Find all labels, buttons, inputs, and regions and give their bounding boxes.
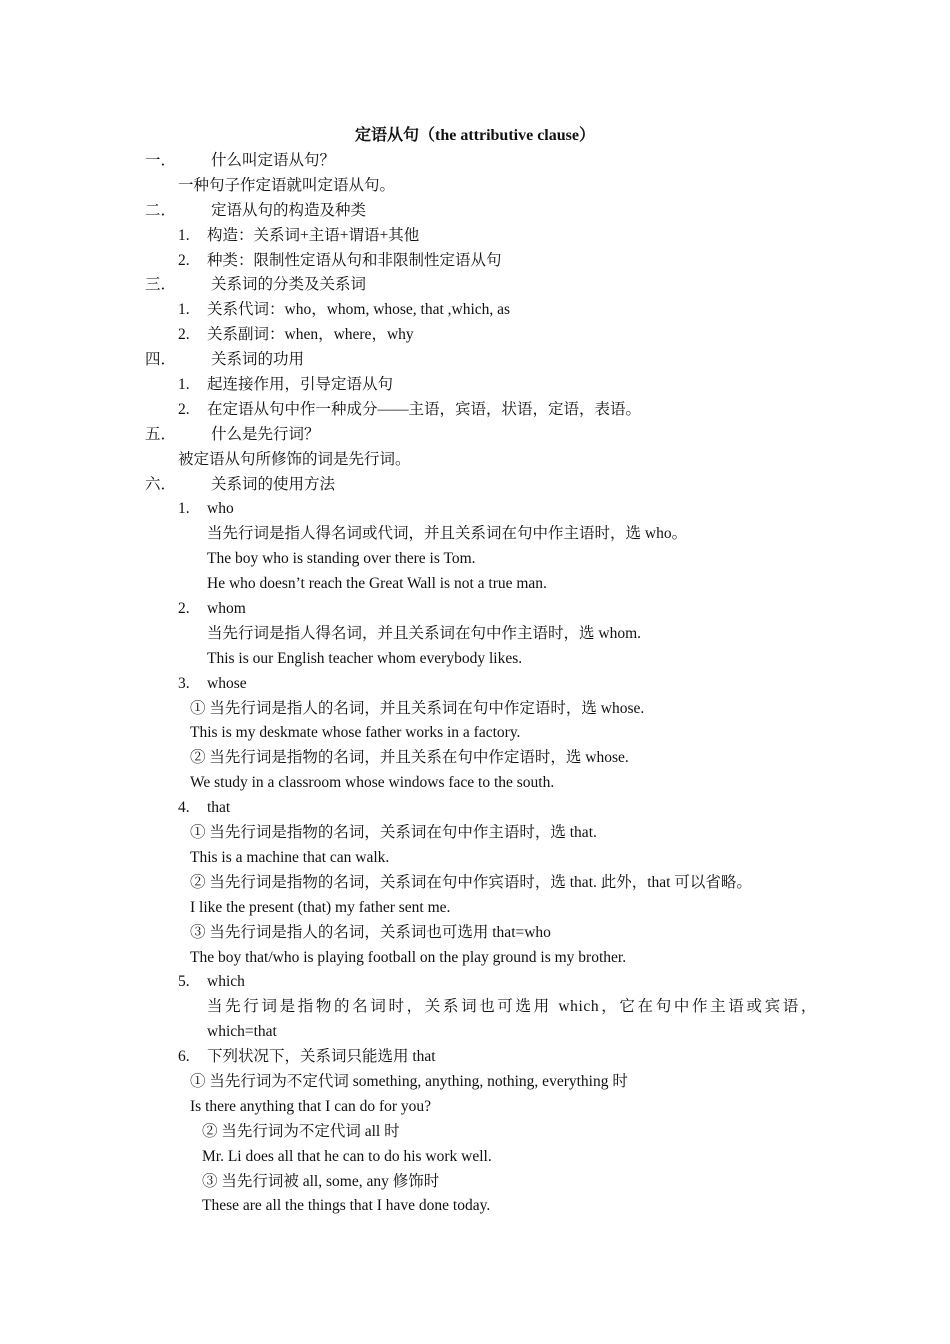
item-text: that: [207, 799, 231, 817]
item-number: 1.: [178, 226, 190, 244]
text-line: The boy who is standing over there is Tom.: [207, 550, 476, 568]
item-number: 五．: [145, 425, 177, 443]
numbered-item: [0, 373, 950, 398]
numbered-item: [0, 398, 950, 423]
item-text: 下列状况下，关系词只能选用 that: [207, 1048, 436, 1066]
item-text: 定语从句的构造及种类: [211, 201, 367, 219]
item-number: 1.: [178, 301, 190, 319]
text-line: ② 当先行词是指物的名词，关系词在句中作宾语时，选 that. 此外，that 可以省略。: [190, 873, 752, 891]
text-line: ③ 当先行词被 all, some, any 修饰时: [202, 1172, 440, 1190]
item-number: 2.: [178, 326, 190, 344]
section-heading: [0, 423, 950, 448]
item-number: 6.: [178, 1048, 190, 1066]
numbered-item: [0, 597, 950, 622]
item-text: whom: [207, 600, 246, 618]
text-line: ① 当先行词为不定代词 something, anything, nothing, everything 时: [190, 1072, 628, 1090]
section-heading: [0, 149, 950, 174]
section-heading: [0, 199, 950, 224]
numbered-item: [0, 224, 950, 249]
document-title: 定语从句（the attributive clause）: [355, 127, 595, 144]
item-text: 关系词的使用方法: [211, 475, 336, 493]
section-heading: [0, 348, 950, 373]
numbered-item: [0, 672, 950, 697]
item-text: 在定语从句中作一种成分——主语，宾语，状语，定语，表语。: [207, 400, 642, 418]
item-number: 1.: [178, 376, 190, 394]
text-line: This is a machine that can walk.: [190, 848, 390, 866]
numbered-item: [0, 970, 950, 995]
item-number: 3.: [178, 674, 190, 692]
numbered-item: [0, 249, 950, 274]
item-text: 关系词的分类及关系词: [211, 276, 367, 294]
item-number: 2.: [178, 600, 190, 618]
text-line: 当先行词是指人得名词或代词，并且关系词在句中作主语时，选 who。: [207, 525, 688, 543]
item-text: whose: [207, 674, 247, 692]
item-number: 二．: [145, 201, 177, 219]
section-heading: [0, 273, 950, 298]
numbered-item: [0, 796, 950, 821]
text-line: ① 当先行词是指物的名词，关系词在句中作主语时，选 that.: [190, 824, 597, 842]
numbered-item: [0, 497, 950, 522]
item-text: 什么是先行词？: [211, 425, 320, 443]
item-text: 起连接作用，引导定语从句: [207, 376, 394, 394]
text-line: ③ 当先行词是指人的名词，关系词也可选用 that=who: [190, 923, 551, 941]
item-number: 2.: [178, 400, 190, 418]
document-body: [0, 149, 950, 1219]
section-heading: [0, 473, 950, 498]
text-line: 被定语从句所修饰的词是先行词。: [178, 450, 411, 468]
text-line: Mr. Li does all that he can to do his work well.: [202, 1147, 492, 1165]
numbered-item: [0, 1045, 950, 1070]
text-line: This is my deskmate whose father works in a factory.: [190, 724, 521, 742]
text-line: ② 当先行词是指物的名词，并且关系在句中作定语时，选 whose.: [190, 749, 629, 767]
item-number: 一．: [145, 152, 177, 169]
text-line: 当先行词是指人得名词，并且关系词在句中作主语时，选 whom.: [207, 624, 642, 642]
item-number: 5.: [178, 973, 190, 991]
item-text: who: [207, 500, 234, 518]
text-line: ② 当先行词为不定代词 all 时: [202, 1122, 400, 1140]
item-number: 4.: [178, 799, 190, 817]
item-text: 什么叫定语从句？: [211, 152, 336, 169]
item-number: 六．: [145, 475, 177, 493]
numbered-item: [0, 298, 950, 323]
text-line: This is our English teacher whom everybody likes.: [207, 649, 523, 667]
text-line: which=that: [207, 1023, 277, 1041]
item-text: 关系词的功用: [211, 351, 305, 369]
item-number: 四．: [145, 351, 177, 369]
item-text: 构造：关系词+主语+谓语+其他: [207, 226, 420, 244]
item-number: 三．: [145, 276, 177, 294]
text-line: Is there anything that I can do for you?: [190, 1097, 432, 1115]
item-text: which: [207, 973, 245, 991]
text-line: These are all the things that I have done today.: [202, 1197, 491, 1215]
text-line: He who doesn’t reach the Great Wall is not a true man.: [207, 575, 547, 593]
item-number: 1.: [178, 500, 190, 518]
item-number: 2.: [178, 251, 190, 269]
numbered-item: [0, 323, 950, 348]
text-line: The boy that/who is playing football on the play ground is my brother.: [190, 948, 627, 966]
text-line: 当先行词是指物的名词时，关系词也可选用 which，它在句中作主语或宾语，: [207, 998, 817, 1016]
item-text: 关系副词：when，where，why: [207, 326, 414, 344]
text-line: ① 当先行词是指人的名词，并且关系词在句中作定语时，选 whose.: [190, 699, 645, 717]
text-line: 一种句子作定语就叫定语从句。: [178, 176, 396, 194]
item-text: 种类：限制性定语从句和非限制性定语从句: [207, 251, 502, 269]
item-text: 关系代词：who，whom, whose, that ,which, as: [207, 301, 511, 319]
text-line: We study in a classroom whose windows face to the south.: [190, 774, 555, 792]
text-line: I like the present (that) my father sent me.: [190, 898, 451, 916]
